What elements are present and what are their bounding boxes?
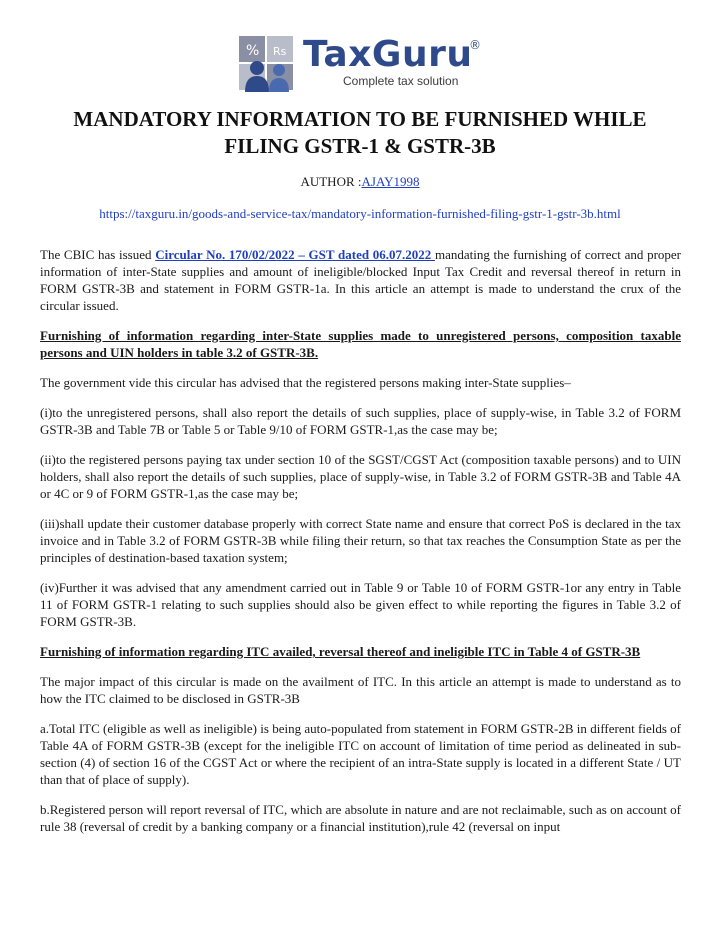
source-url[interactable]: https://taxguru.in/goods-and-service-tax/mandatory-information-furnished-filing-gstr-1-gstr-3b.html xyxy=(99,206,621,221)
intro-paragraph: The CBIC has issued Circular No. 170/02/2022 – GST dated 06.07.2022 mandating the furnishing of correct and proper information of inter-State supplies and amount of ineligible/blocked Input Tax Credit and reversal thereof in return in FORM GSTR-3B and statement in FORM GSTR-1a. In this article an attempt is made to understand the crux of the circular issued. xyxy=(40,247,681,313)
author-label: AUTHOR : xyxy=(300,174,362,189)
section1-paragraph: (i)to the unregistered persons, shall also report the details of such supplies, place of supply-wise, in Table 3.2 of FORM GSTR-3B and Table 7B or Table 5 or Table 9/10 of FORM GSTR-1,as the case may be; xyxy=(40,405,681,437)
taxguru-logo xyxy=(237,34,487,94)
person-head-icon xyxy=(250,61,264,75)
circular-link[interactable]: Circular No. 170/02/2022 – GST dated 06.07.2022 xyxy=(155,247,435,262)
section1-paragraph: (iii)shall update their customer database properly with correct State name and ensure that correct PoS is declared in the tax invoice and in Table 3.2 of FORM GSTR-3B while filing their return, so that tax reaches the Consumption State as per the principles of destination-based taxation system; xyxy=(40,516,681,565)
logo-wordmark: TaxGuru xyxy=(303,34,473,75)
author-line xyxy=(0,174,720,190)
section1-paragraph: (ii)to the registered persons paying tax under section 10 of the SGST/CGST Act (composition taxable persons) and to UIN holders, shall also report the details of such supplies, place of supply-wise, in Table 3.2 of FORM GSTR-3B and Table 4A or 4C or 9 of FORM GSTR-1,as the case may be; xyxy=(40,452,681,501)
section2-paragraph: b.Registered person will report reversal of ITC, which are absolute in nature and are not reclaimable, such as on account of rule 38 (reversal of credit by a banking company or a financial institution),rule 42 (reversal on input xyxy=(40,802,681,834)
percent-symbol: % xyxy=(246,43,260,59)
section2-paragraph: a.Total ITC (eligible as well as ineligible) is being auto-populated from statement in FORM GSTR-2B in different fields of Table 4A of FORM GSTR-3B (except for the ineligible ITC on account of limitation of time period as delineated in sub-section (4) of section 16 of the CGST Act or where the recipient of an intra-State supply is located in a different State / UT than that of place of supply). xyxy=(40,721,681,787)
section2-paragraph: The major impact of this circular is made on the availment of ITC. In this article an attempt is made to understand as to how the ITC claimed to be disclosed in GSTR-3B xyxy=(40,674,681,706)
logo-badge-icon xyxy=(237,34,303,94)
rupee-symbol: Rs xyxy=(273,45,287,58)
logo-tagline: Complete tax solution xyxy=(343,74,459,88)
section2-heading: Furnishing of information regarding ITC availed, reversal thereof and ineligible ITC in Table 4 of GSTR-3B xyxy=(40,644,641,659)
section1-heading: Furnishing of information regarding inter-State supplies made to unregistered persons, composition taxable persons and UIN holders in table 3.2 of GSTR-3B. xyxy=(40,328,681,360)
registered-mark: ® xyxy=(469,38,481,52)
author-link[interactable]: AJAY1998 xyxy=(361,174,420,189)
section1-paragraph: (iv)Further it was advised that any amendment carried out in Table 9 or Table 10 of FORM GSTR-1or any entry in Table 11 of FORM GSTR-1 relating to such supplies should also be given effect to while reporting the figures in Table 3.2 of FORM GSTR-3B. xyxy=(40,580,681,629)
section1-paragraph: The government vide this circular has advised that the registered persons making inter-State supplies– xyxy=(40,375,571,390)
document-title: MANDATORY INFORMATION TO BE FURNISHED WHILE FILING GSTR-1 & GSTR-3B xyxy=(73,107,647,158)
article-body xyxy=(40,246,681,848)
